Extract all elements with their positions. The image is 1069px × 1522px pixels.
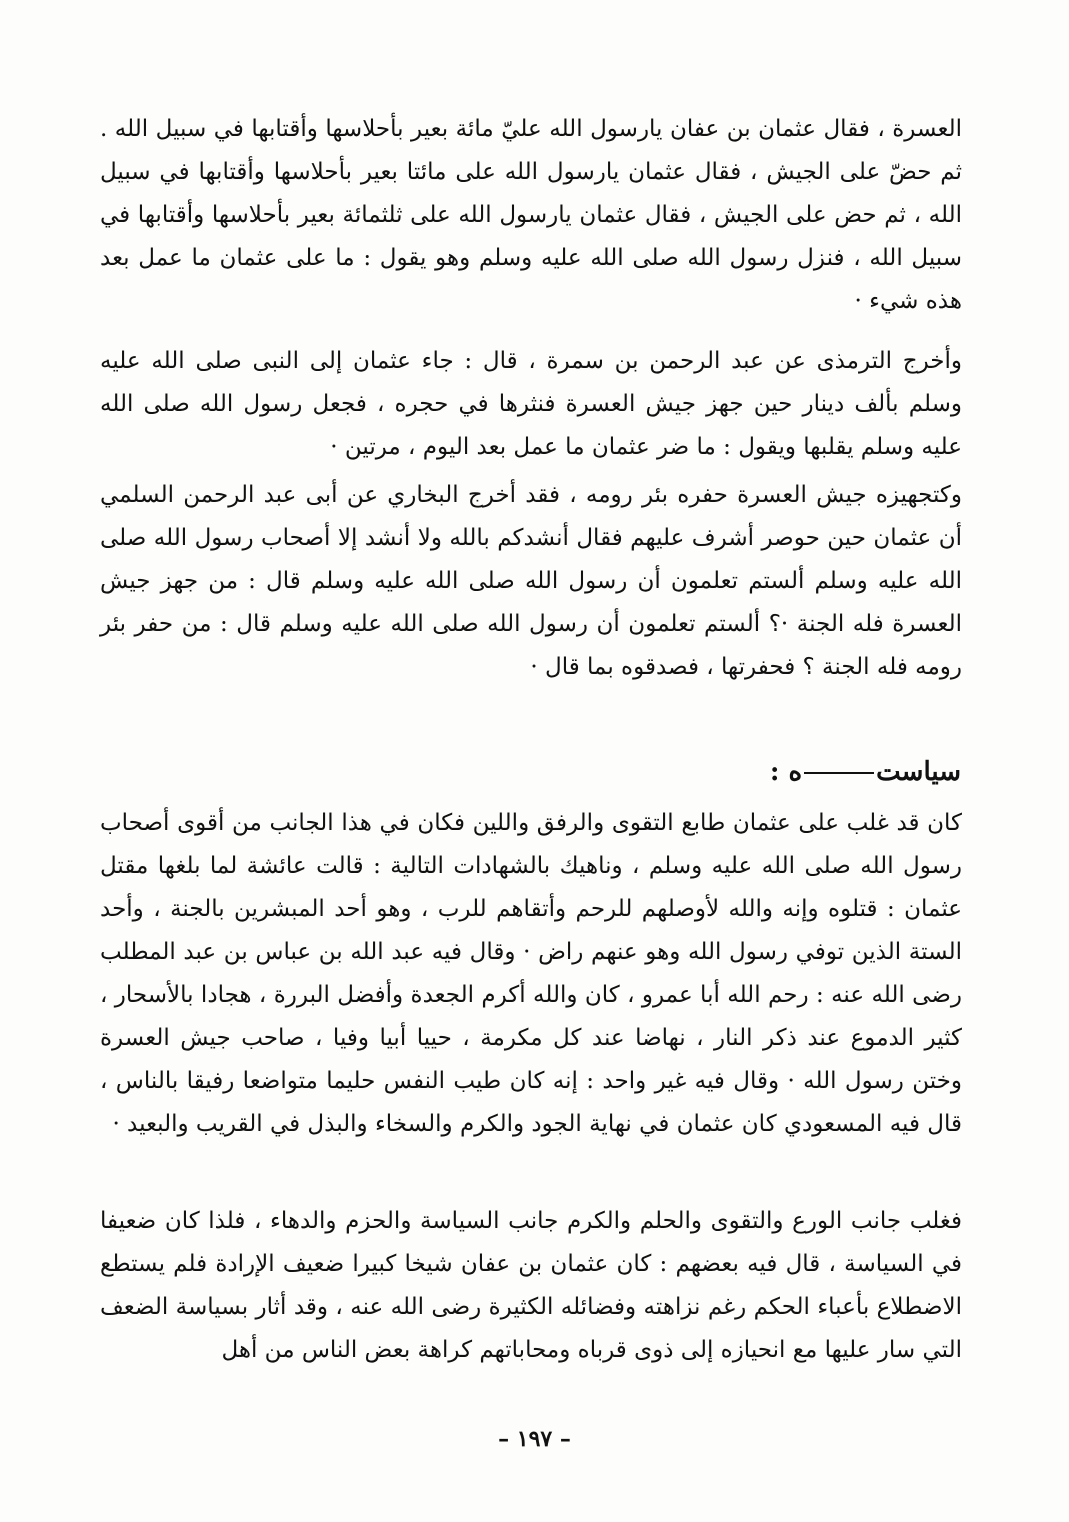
paragraph-text: وأخرج الترمذى عن عبد الرحمن بن سمرة ، قال : جاء عثمان إلى النبى صلى الله عليه وسلم بألف دينار حين جهز جيش العسرة فنثرها في حجره ، فجعل رسول الله صلى الله عليه وسلم يقلبها ويقول : ما ضر عثمان ما عمل بعد اليوم ، مرتين · bbox=[100, 348, 962, 460]
paragraph-text: وكتجهيزه جيش العسرة حفره بئر رومه ، فقد أخرج البخاري عن أبى عبد الرحمن السلمي أن عثمان حين حوصر أشرف عليهم فقال أنشدكم بالله ولا أنشد إلا أصحاب رسول الله صلى الله عليه وسلم ألستم تعلمون أن رسول الله صلى الله عليه وسلم قال : من جهز جيش العسرة فله الجنة ·؟ ألستم تعلمون أن رسول الله صلى الله عليه وسلم قال : من حفر بئر رومه فله الجنة ؟ فحفرتها ، فصدقوه بما قال · bbox=[100, 482, 962, 680]
section-heading bbox=[770, 752, 961, 795]
paragraph-2 bbox=[100, 340, 962, 469]
heading-tatweel bbox=[804, 772, 874, 774]
heading-end: ه : bbox=[769, 757, 803, 787]
paragraph-4 bbox=[100, 802, 962, 1146]
paragraph-3 bbox=[100, 474, 962, 689]
paragraph-1 bbox=[100, 108, 962, 323]
heading-start: سياست bbox=[876, 757, 961, 787]
paragraph-5 bbox=[100, 1200, 962, 1372]
paragraph-text: فغلب جانب الورع والتقوى والحلم والكرم جانب السياسة والحزم والدهاء ، فلذا كان ضعيفا في السياسة ، قال فيه بعضهم : كان عثمان بن عفان شيخا كبيرا ضعيف الإرادة فلم يستطع الاضطلاع بأعباء الحكم رغم نزاهته وفضائله الكثيرة رضى الله عنه ، وقد أثار بسياسة الضعف التي سار عليها مع انحيازه إلى ذوى قرباه ومحاباتهم كراهة بعض الناس من أهل bbox=[100, 1208, 962, 1363]
page-number: – ١٩٧ – bbox=[498, 1426, 571, 1452]
paragraph-text: كان قد غلب على عثمان طابع التقوى والرفق واللين فكان في هذا الجانب من أقوى أصحاب رسول الله صلى الله عليه وسلم ، وناهيك بالشهادات التالية : قالت عائشة لما بلغها مقتل عثمان : قتلوه وإنه والله لأوصلهم للرحم وأتقاهم للرب ، وهو أحد المبشرين بالجنة ، وأحد الستة الذين توفي رسول الله وهو عنهم راض · وقال فيه عبد الله بن عباس بن عبد المطلب رضى الله عنه : رحم الله أبا عمرو ، كان والله أكرم الجعدة وأفضل البررة ، هجادا بالأسحار ، كثير الدموع عند ذكر النار ، نهاضا عند كل مكرمة ، حييا أبيا وفيا ، صاحب جيش العسرة وختن رسول الله · وقال فيه غير واحد : إنه كان طيب النفس حليما متواضعا رفيقا بالناس ، قال فيه المسعودي كان عثمان في نهاية الجود والكرم والسخاء والبذل في القريب والبعيد · bbox=[100, 810, 962, 1137]
paragraph-text: العسرة ، فقال عثمان بن عفان يارسول الله عليّ مائة بعير بأحلاسها وأقتابها في سبيل الله . ثم حضّ على الجيش ، فقال عثمان يارسول الله على مائتا بعير بأحلاسها وأقتابها في سبيل الله ، ثم حض على الجيش ، فقال عثمان يارسول الله على ثلثمائة بعير بأحلاسها وأقتابها في سبيل الله ، فنزل رسول الله صلى الله عليه وسلم وهو يقول : ما على عثمان ما عمل بعد هذه شيء · bbox=[100, 116, 962, 314]
